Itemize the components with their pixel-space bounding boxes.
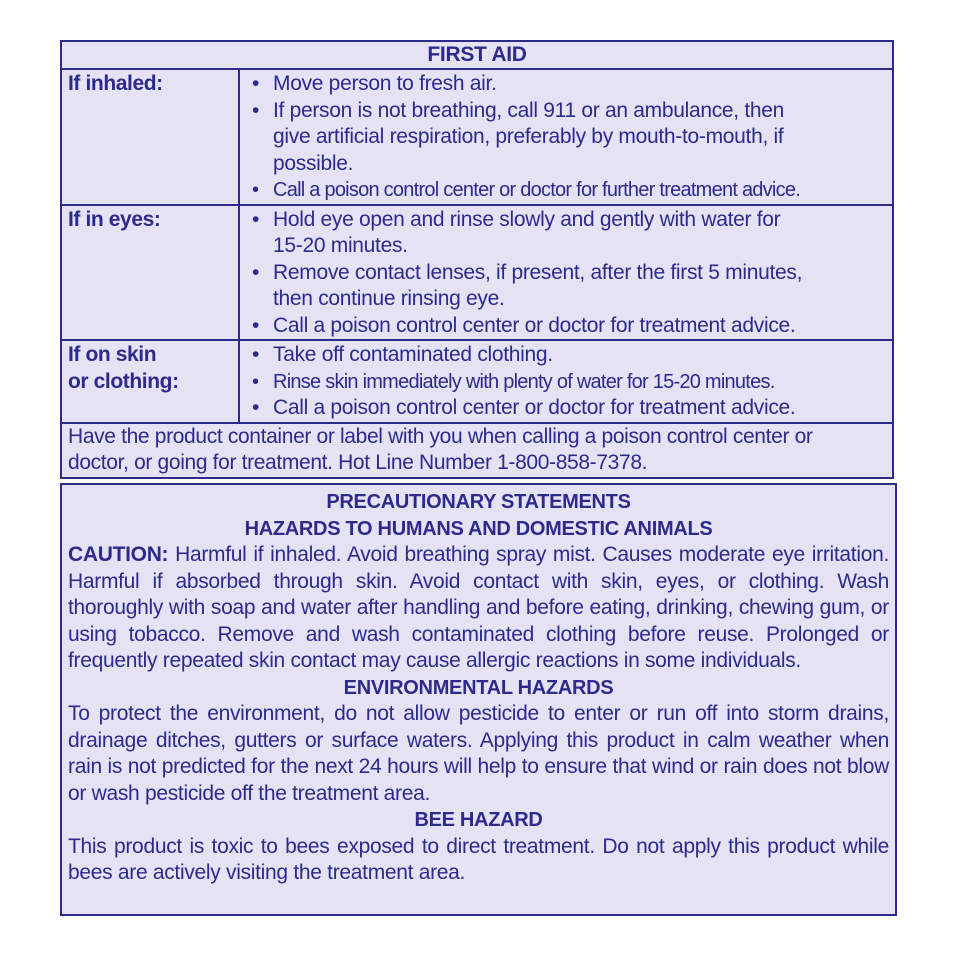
note-line: doctor, or going for treatment. Hot Line Number 1-800-858-7378. [68,451,648,474]
instruction-text [273,260,802,313]
first-aid-note [62,424,892,477]
instruction-item [252,71,892,98]
instruction-line: 15-20 minutes. [273,234,408,257]
environmental-hazards-text: To protect the environment, do not allow pesticide to enter or run off into storm drains, drainage ditches, gutters or surface waters. Applying this product in calm weather when rain is not predicted for the next 24 hours will help to ensure that wind or rain does not blow or wash pesticide off the treatment area. [68,702,889,805]
caution-label: CAUTION: [68,543,169,566]
bullet-icon: • [252,207,260,231]
row-label: If in eyes: [62,206,240,340]
bullet-icon: • [252,313,260,337]
first-aid-table [60,40,894,479]
instruction-item [252,313,892,340]
instruction-line: Remove contact lenses, if present, after the first 5 minutes, [273,260,803,284]
row-instructions [240,206,892,340]
instruction-line: If person is not breathing, call 911 or an ambulance, then [273,98,785,122]
instruction-text [273,177,800,204]
instruction-text [273,98,784,178]
caution-paragraph [68,542,889,675]
bee-hazard-title: BEE HAZARD [414,809,543,831]
first-aid-title: FIRST AID [62,42,892,70]
environmental-hazards-title: ENVIRONMENTAL HAZARDS [343,676,614,699]
instruction-item [252,342,892,369]
instruction-text [273,207,780,260]
caution-text: Harmful if inhaled. Avoid breathing spray mist. Causes moderate eye irritation. Harmful if absorbed through skin. Avoid contact with skin, eyes, or clothing. Wash thoroughly with soap and water after handling and before eating, drinking, chewing gum, or using tobacco. Remove and wash contaminated clothing before reuse. Prolonged or frequently repeated skin contact may cause allergic reactions in some individuals. [68,543,889,672]
instruction-line: then continue rinsing eye. [273,287,505,310]
bullet-icon: • [252,370,259,393]
row-instructions [240,70,892,204]
instruction-line: Call a poison control center or doctor for treatment advice. [273,396,796,419]
bullet-icon: • [252,179,259,201]
first-aid-row-inhaled [62,70,892,206]
instruction-line: Call a poison control center or doctor for treatment advice. [273,313,796,337]
instruction-line: Call a poison control center or doctor for further treatment advice. [273,179,801,201]
row-label: If inhaled: [62,70,240,204]
instruction-line: Rinse skin immediately with plenty of water for 15-20 minutes. [273,370,775,393]
instruction-line: give artificial respiration, preferably by mouth-to-mouth, if [273,125,784,148]
row-label-line: or clothing: [68,369,179,393]
hazards-humans-title: HAZARDS TO HUMANS AND DOMESTIC ANIMALS [244,517,713,540]
instruction-item [252,369,892,396]
instruction-text [273,395,795,422]
instruction-text [273,369,775,396]
instruction-line: Move person to fresh air. [273,72,497,95]
instruction-item [252,260,892,313]
bullet-icon: • [252,260,260,284]
instruction-item [252,395,892,422]
row-label-line: If on skin [68,343,157,366]
row-instructions [240,341,892,422]
instruction-line: possible. [273,151,354,175]
precautionary-title: PRECAUTIONARY STATEMENTS [326,491,631,513]
bullet-icon: • [252,396,260,419]
instruction-text [273,342,553,369]
instruction-item [252,177,892,204]
instruction-text [273,313,795,340]
first-aid-row-skin [62,341,892,424]
instruction-item [252,207,892,260]
instruction-text [273,71,497,98]
note-line: Have the product container or label with you when calling a poison control center or [68,424,813,448]
precautionary-statements-panel [60,483,897,916]
instruction-line: Hold eye open and rinse slowly and gently with water for [273,207,781,231]
instruction-line: Take off contaminated clothing. [273,343,553,366]
bee-hazard-text: This product is toxic to bees exposed to direct treatment. Do not apply this product while bees are actively visiting the treatment area. [68,834,889,884]
bullet-icon: • [252,72,260,95]
first-aid-row-eyes [62,206,892,342]
instruction-item [252,98,892,178]
bullet-icon: • [252,98,260,122]
bullet-icon: • [252,343,260,366]
row-label [62,341,240,422]
